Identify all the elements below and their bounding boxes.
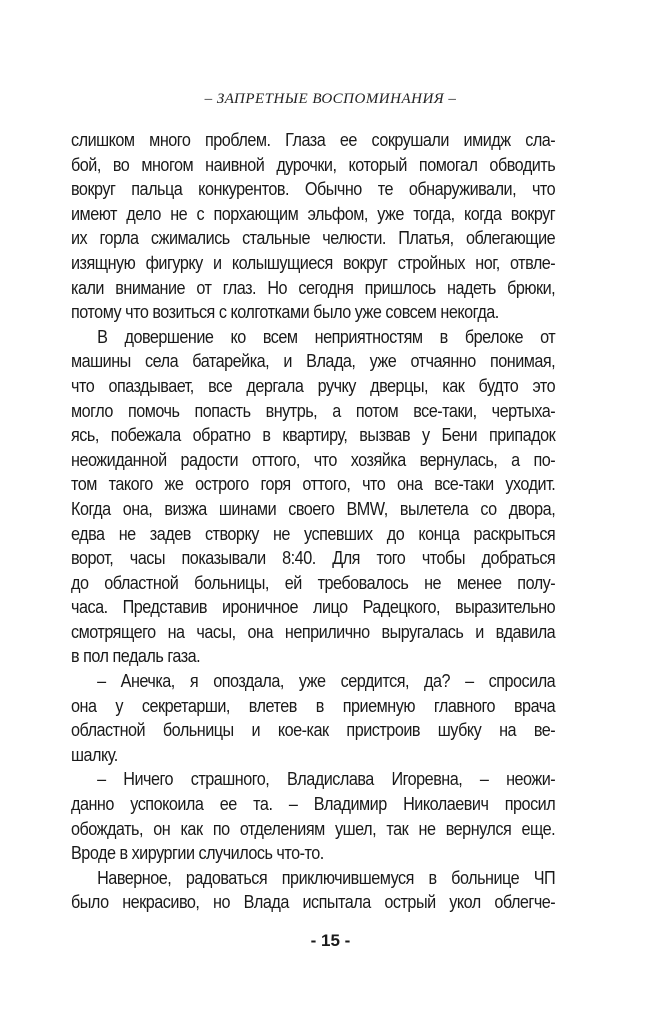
text-line: часа. Представив ироничное лицо Радецкого, выразительно <box>71 597 556 618</box>
text-line: областной больницы и кое-как пристроив шубку на ве- <box>71 720 556 741</box>
text-line: могло помочь попасть внутрь, а потом все-таки, чертыха- <box>71 400 556 421</box>
text-line: вокруг пальца конкурентов. Обычно те обнаруживали, что <box>71 179 556 200</box>
text-line: было некрасиво, но Влада испытала острый укол облегче- <box>71 892 556 913</box>
text-line: – Ничего страшного, Владислава Игоревна, – неожи- <box>97 769 556 790</box>
text-line: обождать, он как по отделениям ушел, так не вернулся еще. <box>71 818 556 839</box>
text-line: она у секретарши, влетев в приемную главного врача <box>71 695 556 716</box>
text-line: ворот, часы показывали 8:40. Для того чтобы добраться <box>71 548 556 569</box>
text-line: в пол педаль газа. <box>71 646 201 667</box>
text-line: неожиданной радости оттого, что хозяйка вернулась, а по- <box>71 449 556 470</box>
text-line: Наверное, радоваться приключившемуся в больнице ЧП <box>97 867 556 888</box>
text-line: ясь, побежала обратно в квартиру, вызвав у Бени припадок <box>71 425 556 446</box>
text-line: смотрящего на часы, она неприлично выругалась и вдавила <box>71 621 556 642</box>
text-line: имеют дело не с порхающим эльфом, уже тогда, когда вокруг <box>71 203 556 224</box>
text-line: Когда она, визжа шинами своего BMW, вылетела со двора, <box>71 498 556 519</box>
text-line: – Анечка, я опоздала, уже сердится, да? – спросила <box>97 671 556 692</box>
text-line: до областной больницы, ей требовалось не менее полу- <box>71 572 556 593</box>
text-line: изящную фигурку и колышущиеся вокруг стройных ног, отвле- <box>71 252 556 273</box>
text-line: машины села батарейка, и Влада, уже отчаянно понимая, <box>71 351 556 372</box>
body-text <box>71 128 555 915</box>
text-line: В довершение ко всем неприятностям в брелоке от <box>97 326 556 347</box>
text-line: что опаздывает, все дергала ручку дверцы, как будто это <box>71 375 556 396</box>
text-line: данно успокоила ее та. – Владимир Николаевич просил <box>71 794 556 815</box>
text-line: слишком много проблем. Глаза ее сокрушали имидж сла- <box>71 130 556 150</box>
text-line: потому что возиться с колготками было уже совсем некогда. <box>71 302 499 323</box>
running-head: – ЗАПРЕТНЫЕ ВОСПОМИНАНИЯ – <box>204 91 457 107</box>
text-line: едва не задев створку не успевших до конца раскрыться <box>71 523 556 544</box>
page-number: - 15 - <box>310 931 351 950</box>
text-line: Вроде в хирургии случилось что-то. <box>71 843 324 864</box>
text-line: том такого же острого горя оттого, что она все-таки уходит. <box>71 474 556 495</box>
text-line: их горла сжимались стальные челюсти. Платья, облегающие <box>71 228 556 249</box>
text-line: бой, во многом наивной дурочки, который помогал обводить <box>71 154 556 175</box>
text-line: кали внимание от глаз. Но сегодня пришлось надеть брюки, <box>71 277 556 298</box>
text-line: шалку. <box>71 744 118 765</box>
